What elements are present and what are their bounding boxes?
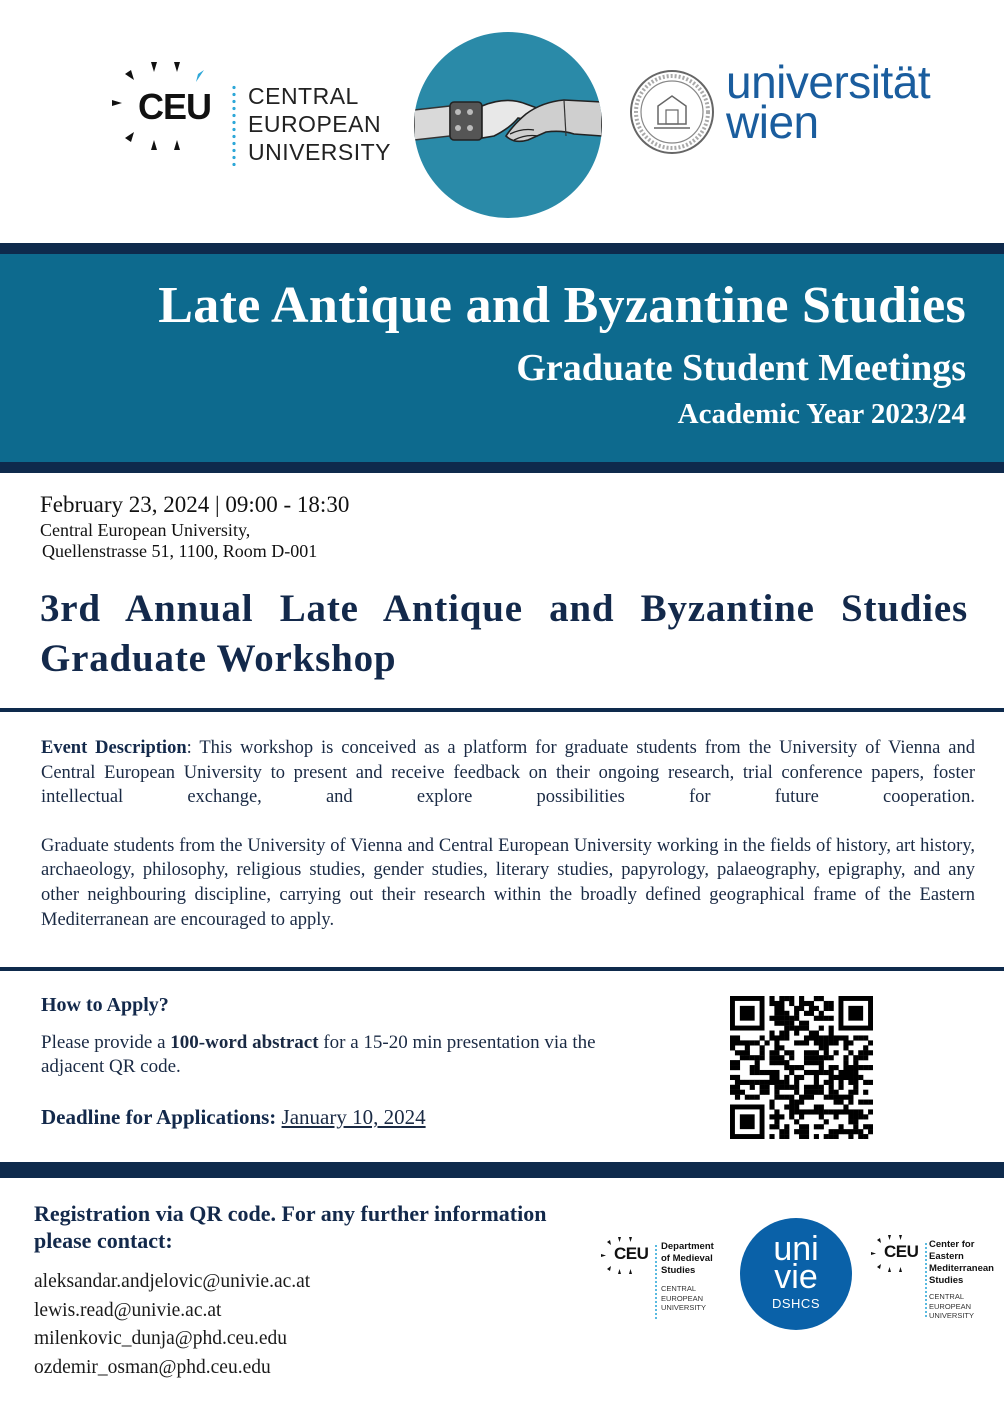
description-paragraph: Graduate students from the University of Vienna and Central European University working in the fields of history, art history, archaeology, philosophy, religious studies, gender studies, literary studies, papyrology, palaeography, epigraphy, and any other neighbouring discipline, carrying out their research within the broadly defined geographical frame of the Eastern Mediterranean are encouraged to apply.: [41, 835, 975, 930]
ceu-mark: CEU: [138, 86, 212, 127]
banner-subtitle: Graduate Student Meetings: [516, 347, 966, 389]
universitaet-wien-logo: [628, 56, 958, 158]
registration-qr-code[interactable]: [730, 996, 873, 1139]
ceu-dot-divider: [232, 84, 236, 166]
event-info: [40, 492, 970, 684]
center-sub-line: UNIVERSITY: [929, 1311, 975, 1320]
band-top-stripe: [0, 243, 1004, 254]
event-venue-line: Central European University,: [40, 520, 251, 540]
contact-top-stripe: [0, 1162, 1004, 1178]
ceu-eastern-mediterranean-logo: [870, 1234, 1000, 1324]
ceu-word: CENTRAL: [248, 83, 359, 109]
dept-sub-line: UNIVERSITY: [661, 1303, 707, 1312]
contact-email[interactable]: milenkovic_dunja@phd.ceu.edu: [34, 1328, 287, 1349]
banner-year: Academic Year 2023/24: [677, 398, 966, 430]
event-description: [41, 736, 975, 932]
title-banner: [0, 254, 1004, 462]
center-title: [929, 1239, 994, 1287]
apply-text-part: for a 15-20 min presentation via the adjacent QR code.: [41, 1032, 596, 1077]
univie-line: uni: [773, 1230, 819, 1268]
ceu-wordmark: [248, 82, 391, 166]
center-title-line: Mediterranean: [929, 1263, 994, 1274]
center-title-line: Studies: [929, 1275, 964, 1286]
univie-dshcs-logo: [740, 1218, 852, 1330]
contact-section: [34, 1200, 614, 1382]
apply-text-bold: 100-word abstract: [170, 1032, 319, 1053]
contact-email-list: [34, 1268, 614, 1382]
handshake-icon: [414, 32, 602, 218]
wien-word: wien: [726, 96, 819, 148]
contact-email[interactable]: ozdemir_osman@phd.ceu.edu: [34, 1356, 271, 1378]
description-label: Event Description: [41, 738, 187, 758]
contact-heading-line: Registration via QR code. For any further information: [34, 1201, 547, 1226]
deadline-label: Deadline for Applications:: [41, 1105, 277, 1129]
deadline-date: January 10, 2024: [281, 1105, 426, 1129]
university-seal-icon: [628, 68, 716, 156]
apply-text: [41, 1031, 661, 1079]
ceu-mark: CEU: [614, 1244, 649, 1263]
univie-line: DSHCS: [771, 1296, 820, 1311]
workshop-title-line: 3rd Annual Late Antique and Byzantine Studies: [40, 587, 968, 630]
section-divider: [0, 967, 1004, 971]
header-logos: [0, 0, 1004, 240]
band-bottom-stripe: [0, 462, 1004, 473]
center-title-line: Center for: [929, 1239, 975, 1250]
ceu-word: UNIVERSITY: [248, 139, 392, 165]
wien-wordmark: [726, 56, 931, 148]
contact-heading: [34, 1200, 614, 1254]
ceu-dot-divider: [925, 1242, 927, 1318]
banner-title: Late Antique and Byzantine Studies: [158, 277, 966, 334]
event-venue-line: Quellenstrasse 51, 1100, Room D-001: [42, 541, 318, 561]
dept-sub-line: EUROPEAN: [661, 1293, 704, 1303]
center-sub-line: EUROPEAN: [929, 1301, 972, 1311]
dept-title-line: of Medieval: [661, 1253, 713, 1264]
center-subtitle: [929, 1292, 974, 1321]
description-text: : This workshop is conceived as a platform for graduate students from the University of Vienna and Central European University to present and receive feedback on their ongoing research, trial conference papers, foster intellectual exchange, and explore possibilities for future cooperation.: [41, 738, 975, 808]
wien-word: universität: [726, 56, 931, 108]
ceu-logo: [108, 58, 398, 170]
dept-subtitle: [661, 1284, 706, 1313]
dept-sub-line: CENTRAL: [661, 1284, 697, 1293]
center-title-line: Eastern: [929, 1251, 964, 1262]
how-to-apply: [41, 994, 661, 1130]
center-sub-line: CENTRAL: [929, 1292, 965, 1301]
contact-email[interactable]: lewis.read@univie.ac.at: [34, 1299, 222, 1321]
ceu-word: EUROPEAN: [248, 111, 382, 137]
ceu-medieval-studies-logo: [600, 1236, 730, 1326]
workshop-title-line: Graduate Workshop: [40, 637, 397, 680]
ceu-dot-divider: [655, 1244, 657, 1320]
ceu-mark: CEU: [884, 1242, 919, 1261]
section-divider: [0, 708, 1004, 712]
apply-heading: How to Apply?: [41, 994, 169, 1016]
univie-line: vie: [774, 1258, 818, 1296]
contact-email[interactable]: aleksandar.andjelovic@univie.ac.at: [34, 1271, 311, 1292]
contact-heading-line: please contact:: [34, 1228, 173, 1253]
event-date-time: February 23, 2024 | 09:00 - 18:30: [40, 492, 350, 517]
description-paragraph: [41, 736, 975, 810]
dept-title-line: Studies: [661, 1265, 696, 1276]
workshop-title: [40, 584, 970, 684]
handshake-emblem: [414, 32, 602, 218]
dept-title: [661, 1241, 714, 1277]
deadline: [41, 1105, 661, 1130]
apply-text-part: Please provide a: [41, 1032, 171, 1053]
dept-title-line: Department: [661, 1241, 714, 1252]
